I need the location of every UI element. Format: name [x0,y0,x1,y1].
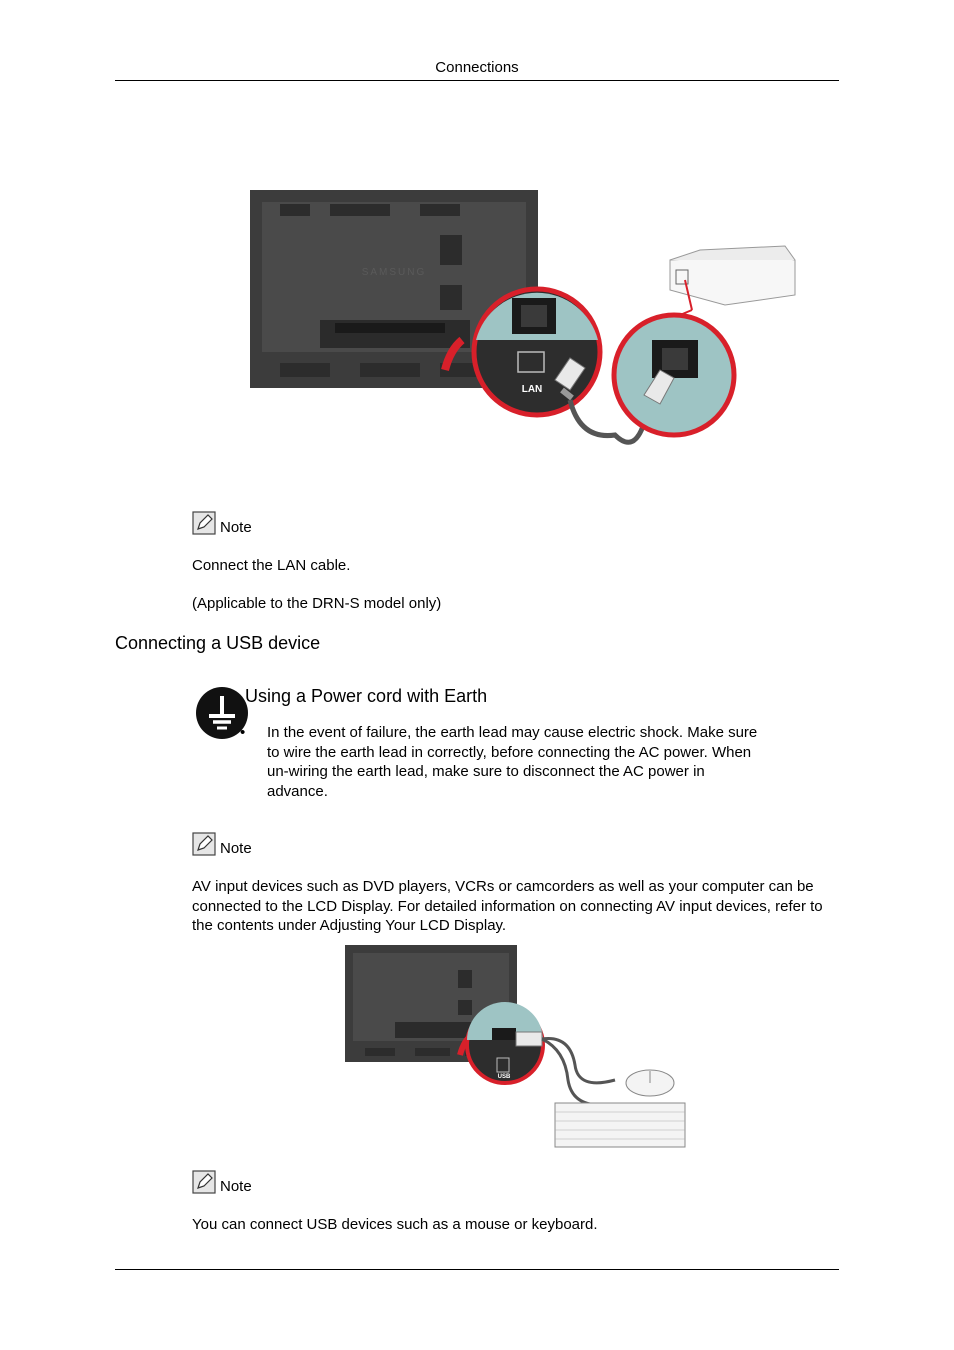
warning-title: Using a Power cord with Earth [245,686,488,706]
header-rule [115,80,839,81]
note-icon [192,511,216,535]
note1-line-1: Connect the LAN cable. [192,557,351,574]
note1-line-2: (Applicable to the DRN-S model only) [192,595,442,612]
note2-header [192,832,252,856]
usb-connection-figure [340,940,700,1155]
page-header-title: Connections [435,59,519,76]
monitor-brand-text: SAMSUNG [361,267,427,278]
note2-label: Note [220,840,252,857]
warning-bullet-text: In the event of failure, the earth lead may cause electric shock. Make sure to wire the earth lead in correctly, before connecting the AC power. When un-wiring the earth lead, make sure to disconnect the AC power in advance. [267,724,758,800]
note2-text: AV input devices such as DVD players, VCRs or camcorders as well as your computer can be connected to the LCD Display. For detailed information on connecting AV input devices, refer to the contents under Adjusting Your LCD Display. [192,878,823,934]
note3-header [192,1170,252,1194]
bullet-dot: • [240,724,246,741]
note-icon [192,1170,216,1194]
keyboard [555,1103,685,1147]
usb-port-label: USB [497,1074,511,1080]
note1-header [192,511,252,535]
note3-label: Note [220,1178,252,1195]
note1-label: Note [220,519,252,536]
lan-port-label: LAN [521,384,543,395]
footer-rule [115,1269,839,1270]
note-icon [192,832,216,856]
lan-connection-figure [240,180,810,460]
section-heading-usb: Connecting a USB device [115,633,321,653]
note3-text: You can connect USB devices such as a mouse or keyboard. [192,1216,598,1233]
